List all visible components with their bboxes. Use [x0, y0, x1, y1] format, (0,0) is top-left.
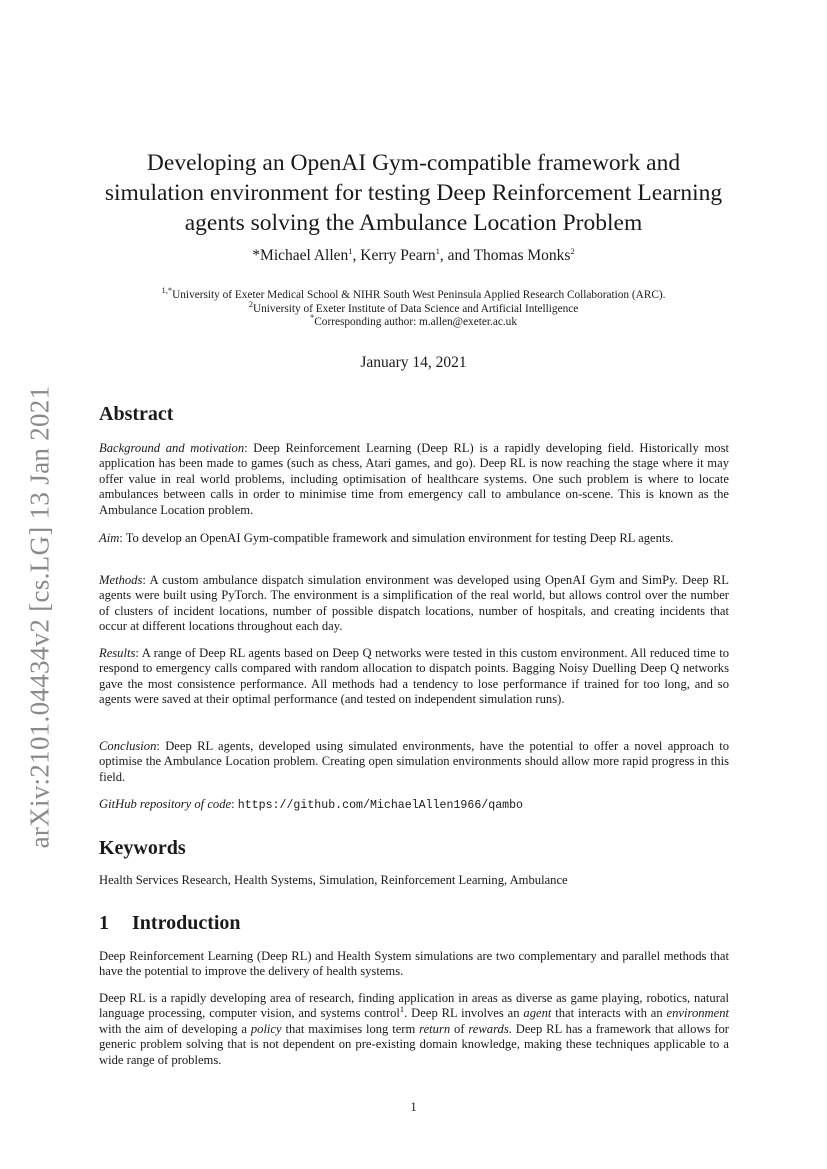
author-name: , and Thomas Monks: [439, 247, 571, 264]
abstract-label: Background and motivation: [99, 441, 245, 455]
author-affiliation-mark: 1: [348, 245, 353, 256]
page-number: 1: [410, 1100, 417, 1114]
body-text: of: [450, 1021, 469, 1036]
publication-date: January 14, 2021: [360, 354, 467, 371]
term-return: return: [419, 1021, 451, 1036]
github-label: GitHub repository of code: [99, 797, 232, 811]
section-title: Introduction: [132, 912, 241, 934]
body-text: that maximises long term: [281, 1021, 420, 1036]
abstract-label: Aim: [99, 531, 120, 545]
abstract-methods-paragraph: [99, 573, 729, 635]
affiliation-text: University of Exeter Institute of Data Science and Artificial Intelligence: [252, 302, 579, 315]
abstract-label: Methods: [99, 573, 143, 587]
body-text: that interacts with an: [551, 1006, 667, 1021]
affiliation-line: [80, 285, 747, 303]
abstract-label: Results: [99, 646, 136, 660]
abstract-conclusion-paragraph: [99, 739, 729, 785]
introduction-heading: [99, 912, 241, 935]
affiliations: [80, 285, 747, 330]
author-affiliation-mark: 2: [570, 245, 575, 256]
abstract-text: : A custom ambulance dispatch simulation environment was developed using OpenAI Gym and SimPy. Deep RL agents were built using PyTorch. The environment is a simplification of the real world, but allows control over the number of clusters of incident locations, number of possible dispatch locations, number of hospitals, and creating incidents that occur at different locations throughout each day.: [99, 573, 729, 634]
abstract-github-paragraph: [99, 797, 729, 813]
arxiv-identifier-stamp: arXiv:2101.04434v2 [cs.LG] 13 Jan 2021: [24, 385, 55, 849]
author-list: [80, 247, 747, 265]
body-text: . Deep RL has a framework that allows for generic problem solving that is not dependent on pre-existing domain knowledge, making these techniques applicable to a wide range of problems.: [99, 1021, 729, 1067]
corresponding-author-line: [80, 312, 747, 330]
section-number: 1: [99, 912, 109, 934]
body-text: . Deep RL involves an: [404, 1006, 524, 1021]
citation-mark: 1: [399, 1004, 405, 1015]
abstract-text: : Deep RL agents, developed using simulated environments, have the potential to offer a novel approach to optimise the Ambulance Location problem. Creating open simulation environments should allow more rapid progress in this field.: [99, 739, 729, 784]
abstract-text: : To develop an OpenAI Gym-compatible framework and simulation environment for testing Deep RL agents.: [119, 531, 674, 545]
author-name: , Kerry Pearn: [352, 247, 436, 264]
abstract-text: : Deep Reinforcement Learning (Deep RL) is a rapidly developing field. Historically most application has been made to games (such as chess, Atari games, and go). Deep RL is now reaching the stage where it may offer value in real world problems, including optimisation of healthcare systems. One such problem is where to locate ambulances between calls in order to minimise time from emergency call to ambulance on-scene. This is known as the Ambulance Location problem.: [99, 441, 729, 517]
keywords-heading: Keywords: [99, 837, 186, 859]
abstract-text: : A range of Deep RL agents based on Deep Q networks were tested in this custom environment. All reduced time to respond to emergency calls compared with random allocation to dispatch points. Bagging Noisy Duelling Deep Q networks gave the most consistence performance. All methods had a tendency to lose performance if trained for too long, and so agents were saved at their optimal performance (and tested on independent simulation runs).: [99, 646, 729, 707]
body-text: with the aim of developing a: [99, 1021, 251, 1036]
abstract-aim-paragraph: [99, 531, 729, 546]
title-line: agents solving the Ambulance Location Problem: [184, 210, 643, 236]
abstract-heading: Abstract: [99, 403, 174, 425]
introduction-paragraph-2: [99, 991, 729, 1068]
github-separator: :: [231, 797, 238, 811]
affiliation-mark: 2: [248, 298, 253, 309]
abstract-label: Conclusion: [99, 739, 157, 753]
term-policy: policy: [250, 1021, 282, 1036]
title-line: Developing an OpenAI Gym-compatible framework and: [146, 150, 681, 176]
affiliation-text: University of Exeter Medical School & NIHR South West Peninsula Applied Research Collaboration (ARC).: [172, 289, 666, 301]
term-environment: environment: [666, 1006, 730, 1021]
author-name: *Michael Allen: [252, 247, 349, 264]
affiliation-line: [80, 298, 747, 317]
affiliation-mark: 1,*: [161, 285, 173, 296]
term-agent: agent: [523, 1006, 552, 1021]
title-line: simulation environment for testing Deep Reinforcement Learning: [104, 180, 723, 206]
affiliation-mark: *: [310, 312, 315, 323]
abstract-results-paragraph: [99, 646, 729, 708]
introduction-paragraph-1: Deep Reinforcement Learning (Deep RL) and Health System simulations are two complementary and parallel methods that have the potential to improve the delivery of health systems.: [99, 949, 729, 979]
body-text: Deep RL is a rapidly developing area of research, finding application in areas as diverse as game playing, robotics, natural language processing, computer vision, and systems control: [99, 991, 729, 1021]
abstract-background-paragraph: [99, 441, 729, 518]
term-rewards: rewards: [468, 1021, 509, 1036]
author-affiliation-mark: 1: [435, 245, 440, 256]
paper-title: [80, 148, 747, 238]
github-repository-link[interactable]: https://github.com/MichaelAllen1966/qambo: [237, 799, 524, 812]
corresponding-author-text: Corresponding author: m.allen@exeter.ac.uk: [314, 316, 517, 328]
keywords-text: Health Services Research, Health Systems, Simulation, Reinforcement Learning, Ambulance: [99, 873, 568, 887]
